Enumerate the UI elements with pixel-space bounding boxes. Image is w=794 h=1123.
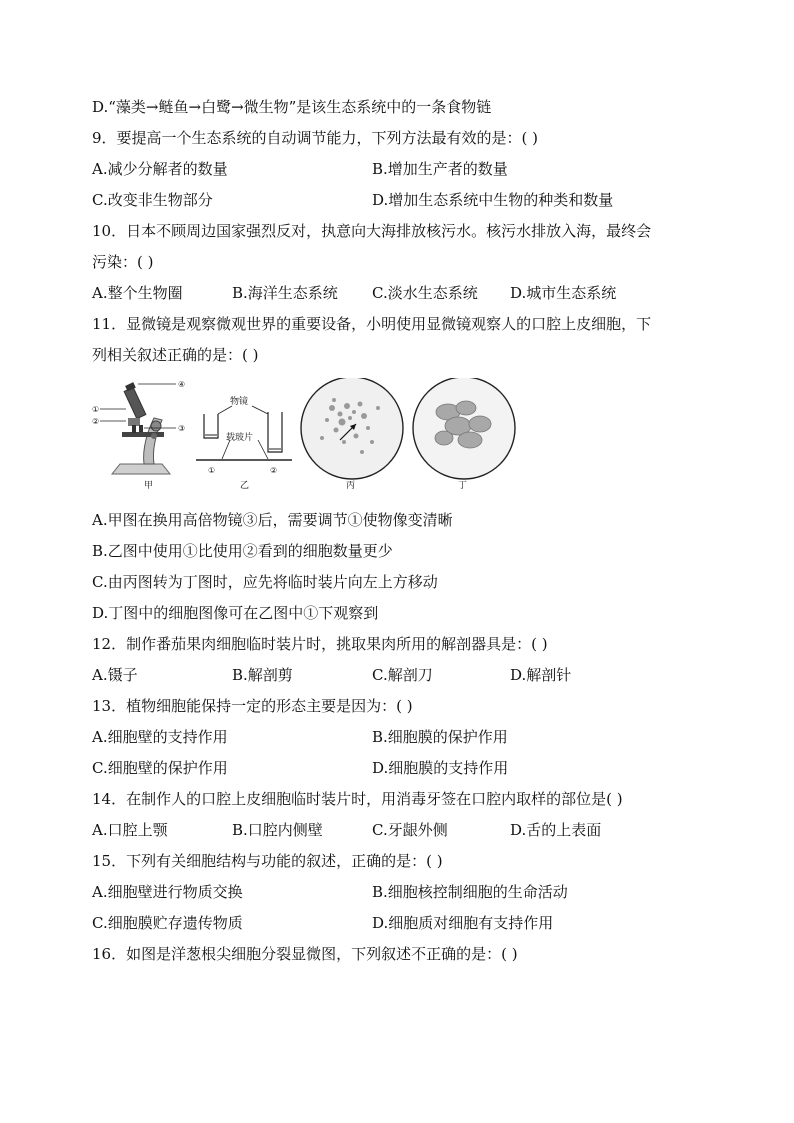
figure-label-bing: 丙: [346, 481, 356, 490]
q11-stem-line1: 11．显微镜是观察微观世界的重要设备，小明使用显微镜观察人的口腔上皮细胞，下: [92, 315, 652, 333]
q9-option-c: C.改变非生物部分: [92, 191, 213, 209]
q14-option-b: B.口腔内侧壁: [232, 821, 323, 839]
q11-option-b: B.乙图中使用①比使用②看到的细胞数量更少: [92, 542, 393, 560]
q9-stem: 9．要提高一个生态系统的自动调节能力，下列方法最有效的是：( ): [92, 129, 539, 147]
figure-label-ding: 丁: [458, 481, 468, 490]
q15-option-a: A.细胞壁进行物质交换: [92, 883, 243, 901]
q11-figure: [92, 378, 532, 490]
q11-figure-svg: [92, 378, 532, 490]
figure-yi-mark-1: ①: [208, 466, 216, 475]
q13-option-c: C.细胞壁的保护作用: [92, 759, 228, 777]
figure-mark-1: ①: [92, 405, 100, 414]
q10-option-d: D.城市生态系统: [510, 284, 617, 302]
q14-option-d: D.舌的上表面: [510, 821, 602, 839]
q13-stem: 13．植物细胞能保持一定的形态主要是因为：( ): [92, 697, 413, 715]
q11-option-a: A.甲图在换用高倍物镜③后，需要调节①使物像变清晰: [92, 511, 453, 529]
q11-stem-line2: 列相关叙述正确的是：( ): [92, 346, 259, 364]
q13-option-a: A.细胞壁的支持作用: [92, 728, 228, 746]
slide-label: 载玻片: [226, 433, 254, 443]
q13-option-d: D.细胞膜的支持作用: [372, 759, 509, 777]
objective-label: 物镜: [230, 397, 249, 407]
q12-stem: 12．制作番茄果肉细胞临时装片时，挑取果肉所用的解剖器具是：( ): [92, 635, 548, 653]
q16-stem: 16．如图是洋葱根尖细胞分裂显微图，下列叙述不正确的是：( ): [92, 945, 518, 963]
q10-stem-line1: 10．日本不顾周边国家强烈反对，执意向大海排放核污水。核污水排放入海，最终会: [92, 222, 652, 240]
q10-option-b: B.海洋生态系统: [232, 284, 338, 302]
q12-option-a: A.镊子: [92, 666, 138, 684]
q11-option-d: D.丁图中的细胞图像可在乙图中①下观察到: [92, 604, 379, 622]
q10-option-c: C.淡水生态系统: [372, 284, 478, 302]
field-of-view-ding: [413, 378, 515, 490]
q14-stem: 14．在制作人的口腔上皮细胞临时装片时，用消毒牙签在口腔内取样的部位是( ): [92, 790, 623, 808]
q12-option-d: D.解剖针: [510, 666, 572, 684]
q9-option-a: A.减少分解者的数量: [92, 160, 228, 178]
q10-option-a: A.整个生物圈: [92, 284, 183, 302]
q15-option-d: D.细胞质对细胞有支持作用: [372, 914, 554, 932]
q14-option-a: A.口腔上颚: [92, 821, 168, 839]
figure-mark-4: ④: [178, 380, 186, 389]
q9-option-b: B.增加生产者的数量: [372, 160, 508, 178]
figure-label-jia: 甲: [144, 481, 154, 490]
q15-option-c: C.细胞膜贮存遗传物质: [92, 914, 243, 932]
q8-option-d: D.“藻类→鲢鱼→白鹭→微生物”是该生态系统中的一条食物链: [92, 98, 492, 116]
q11-option-c: C.由丙图转为丁图时，应先将临时装片向左上方移动: [92, 573, 438, 591]
q15-stem: 15．下列有关细胞结构与功能的叙述，正确的是：( ): [92, 852, 443, 870]
figure-mark-2: ②: [92, 417, 100, 426]
field-of-view-bing: [301, 378, 403, 490]
objective-diagram: [196, 395, 292, 490]
q15-option-b: B.细胞核控制细胞的生命活动: [372, 883, 568, 901]
figure-label-yi: 乙: [240, 481, 250, 490]
q10-stem-line2: 污染：( ): [92, 253, 154, 271]
q12-option-c: C.解剖刀: [372, 666, 433, 684]
figure-yi-mark-2: ②: [270, 466, 278, 475]
q14-option-c: C.牙龈外侧: [372, 821, 448, 839]
q12-option-b: B.解剖剪: [232, 666, 293, 684]
q9-option-d: D.增加生态系统中生物的种类和数量: [372, 191, 614, 209]
microscope-diagram: [92, 380, 185, 490]
q13-option-b: B.细胞膜的保护作用: [372, 728, 508, 746]
figure-mark-3: ③: [178, 424, 186, 433]
